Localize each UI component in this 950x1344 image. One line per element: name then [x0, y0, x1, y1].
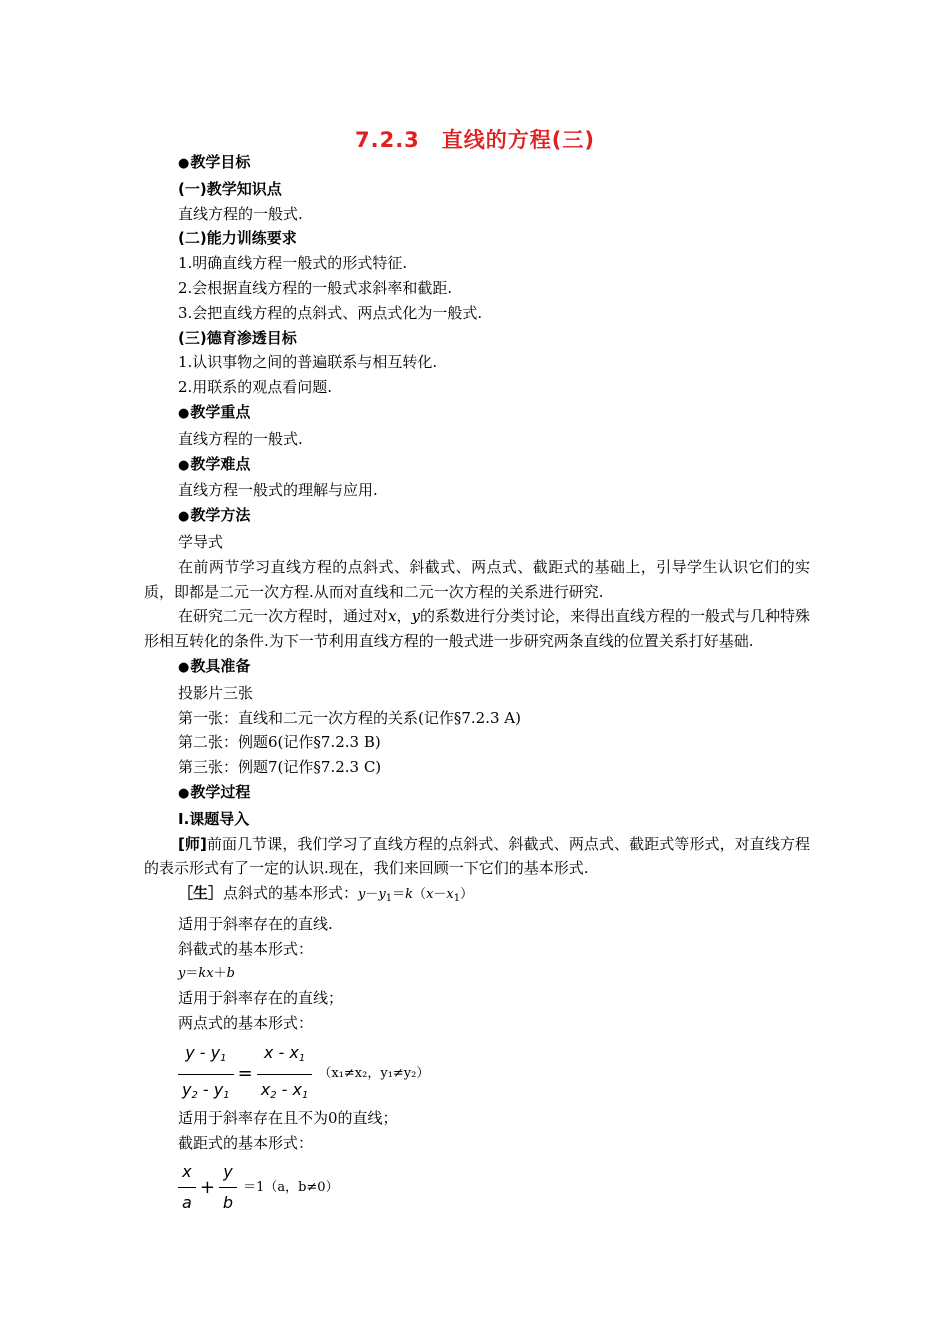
two-point-label: 两点式的基本形式：: [178, 1014, 314, 1033]
fraction-right: $\frac{x - x_1}{x_2 - x_1}$: [257, 1040, 313, 1109]
process-intro-heading: Ⅰ.课题导入: [178, 809, 250, 828]
tools-item: 第一张：直线和二元一次方程的关系(记作§7.2.3 A): [178, 708, 521, 727]
intercept-label: 截距式的基本形式：: [178, 1133, 314, 1152]
page-title: 7.2.3 直线的方程(三): [355, 128, 595, 152]
point-slope-formula: $y-y_1=k(x-x_1)$: [358, 887, 474, 905]
point-slope-line: ［生］点斜式的基本形式：$y-y_1=k(x-x_1)$: [178, 884, 474, 905]
ability-item: 2.会根据直线方程的一般式求斜率和截距.: [178, 278, 453, 297]
bullet-icon: ●: [178, 785, 190, 801]
subheading-moral: (三)德育渗透目标: [178, 328, 297, 347]
bullet-icon: ●: [178, 156, 190, 171]
student-label: ［生］: [178, 884, 224, 903]
teacher-paragraph: [师]前面几节课，我们学习了直线方程的点斜式、斜截式、两点式、截距式等形式，对直线方程的表示形式有了一定的认识.现在，我们来回顾一下它们的基本形式.: [144, 834, 810, 878]
tools-item: 第三张：例题7(记作§7.2.3 C): [178, 758, 382, 777]
moral-item: 1.认识事物之间的普遍联系与相互转化.: [178, 353, 438, 372]
ability-item: 1.明确直线方程一般式的形式特征.: [178, 254, 408, 273]
moral-item: 2.用联系的观点看问题.: [178, 378, 333, 397]
equals-sign: =: [237, 1062, 253, 1084]
teacher-label: [师]: [178, 834, 207, 853]
bullet-icon: ●: [178, 457, 190, 473]
key-text: 直线方程的一般式.: [178, 429, 303, 448]
bullet-icon: ●: [178, 659, 190, 675]
section-heading-difficulty: ●教学难点: [178, 454, 251, 473]
two-point-formula: [144, 1040, 810, 1102]
two-point-note: 适用于斜率存在且不为0的直线；: [178, 1108, 398, 1127]
method-name: 学导式: [178, 532, 224, 551]
fraction-left: $\frac{y - y_1}{y_2 - y_1}$: [178, 1040, 234, 1109]
subheading-ability: (二)能力训练要求: [178, 229, 297, 248]
slope-intercept-note: 适用于斜率存在的直线；: [178, 989, 344, 1008]
knowledge-text: 直线方程的一般式.: [178, 204, 303, 223]
section-heading-goals: ●教学目标: [178, 153, 251, 171]
intercept-formula: [144, 1159, 810, 1221]
method-paragraph: 在前两节学习直线方程的点斜式、斜截式、两点式、截距式的基础上，引导学生认识它们的实质，即都是二元一次方程.从而对直线和二元一次方程的关系进行研究.: [144, 557, 810, 601]
document-body: [144, 150, 810, 1225]
section-heading-tools: ●教具准备: [178, 656, 251, 675]
section-heading-key: ●教学重点: [178, 402, 251, 421]
method-paragraph: 在研究二元一次方程时，通过对x，y的系数进行分类讨论，来得出直线方程的一般式与几种特殊形相互转化的条件.为下一节利用直线方程的一般式进一步研究两条直线的位置关系打好基础.: [144, 607, 810, 651]
bullet-icon: ●: [178, 405, 190, 421]
tools-intro: 投影片三张: [178, 683, 254, 702]
difficulty-text: 直线方程一般式的理解与应用.: [178, 481, 378, 500]
point-slope-note: 适用于斜率存在的直线.: [178, 914, 333, 933]
subheading-knowledge: (一)教学知识点: [178, 179, 282, 198]
intercept-tail: ＝1（a，b≠0）: [243, 1179, 339, 1195]
section-heading-process: ●教学过程: [178, 782, 251, 801]
bullet-icon: ●: [178, 509, 190, 525]
fraction-y-over-b: $\frac{y}{b}$: [219, 1159, 237, 1216]
slope-intercept-formula: y＝kx＋b: [178, 965, 235, 981]
plus-sign: +: [199, 1176, 215, 1198]
ability-item: 3.会把直线方程的点斜式、两点式化为一般式.: [178, 303, 483, 322]
two-point-condition: （x₁≠x₂，y₁≠y₂）: [318, 1065, 430, 1081]
fraction-x-over-a: $\frac{x}{a}$: [178, 1159, 196, 1216]
tools-item: 第二张：例题6(记作§7.2.3 B): [178, 733, 381, 752]
section-heading-method: ●教学方法: [178, 506, 251, 525]
slope-intercept-label: 斜截式的基本形式：: [178, 939, 314, 958]
